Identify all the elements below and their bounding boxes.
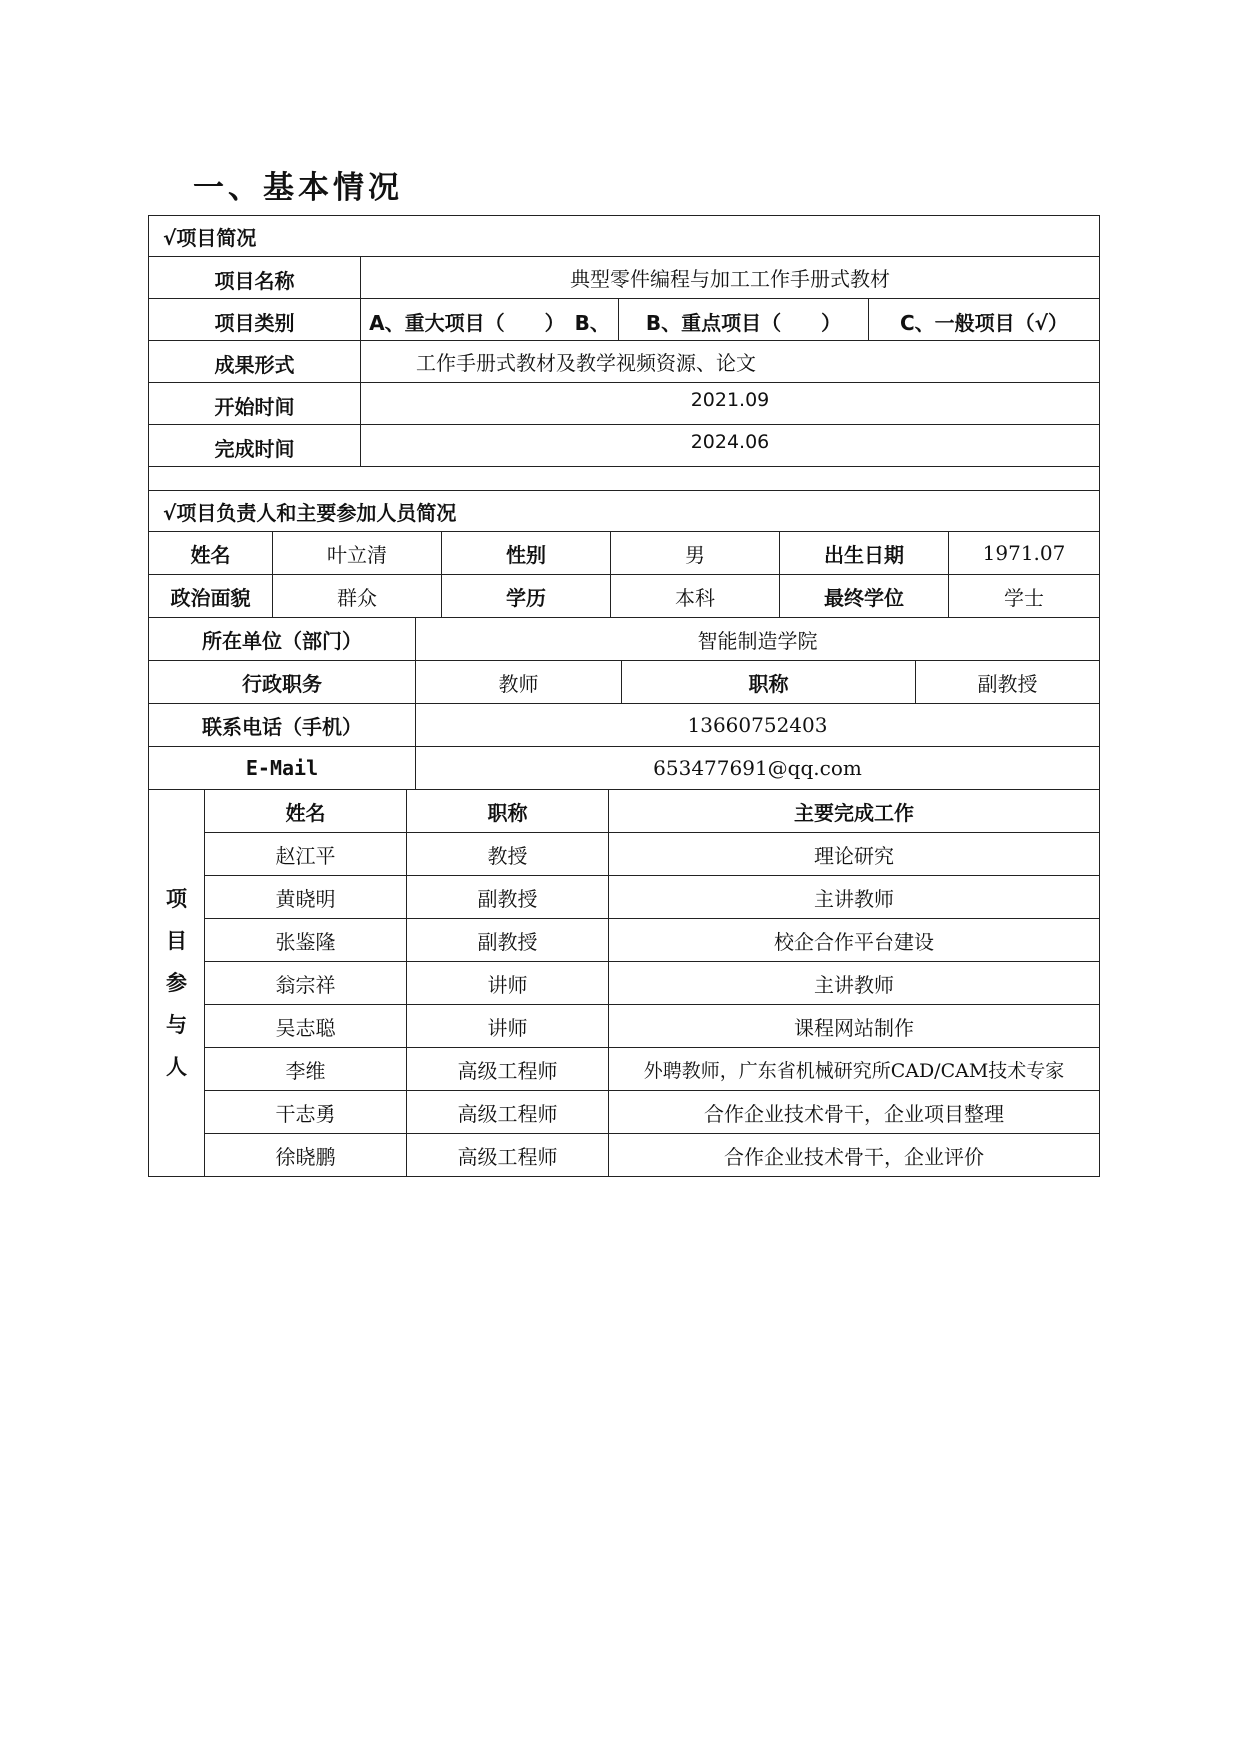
leader-admin-row [149,661,1099,704]
leader-row-1 [149,532,1099,575]
participant-title: 讲师 [407,1005,609,1047]
participant-title: 高级工程师 [407,1091,609,1133]
leader-name-label: 姓名 [149,532,273,574]
project-start-row [149,383,1099,425]
project-outcome-row [149,341,1099,383]
participant-name: 李维 [205,1048,407,1090]
participant-work: 外聘教师，广东省机械研究所CAD/CAM技术专家 [643,1059,1065,1082]
basic-info-table [148,215,1100,1177]
participant-work: 校企合作平台建设 [774,929,934,954]
side-char: 人 [166,1055,187,1079]
leader-email-row [149,747,1099,790]
project-section-row [149,216,1099,257]
leader-education-label: 学历 [442,575,611,617]
project-category-row [149,299,1099,341]
table-row [205,876,1099,919]
project-outcome-label: 成果形式 [149,341,361,382]
participant-name-header: 姓名 [205,790,407,832]
leader-gender-label: 性别 [442,532,611,574]
people-section-row [149,491,1099,532]
participant-name: 吴志聪 [205,1005,407,1047]
table-row [205,919,1099,962]
page-heading: 一、基本情况 [193,170,403,206]
spacer-cell [149,467,1099,490]
participant-work: 合作企业技术骨干，企业评价 [724,1144,984,1169]
leader-row-2 [149,575,1099,618]
participants-table [205,790,1099,1176]
participant-title: 讲师 [407,962,609,1004]
spacer-row [149,467,1099,491]
participant-work: 课程网站制作 [794,1015,914,1040]
leader-political-value: 群众 [273,575,442,617]
participant-work: 主讲教师 [814,972,894,997]
leader-unit-label: 所在单位（部门） [149,618,416,660]
project-name-row [149,257,1099,299]
participant-name: 黄晓明 [205,876,407,918]
leader-admin-label: 行政职务 [149,661,416,703]
category-general-option: C、一般项目（√） [899,311,1069,335]
participants-side-label [149,790,205,1176]
table-row [205,1048,1099,1091]
project-category-label: 项目类别 [149,299,361,340]
participant-name: 干志勇 [205,1091,407,1133]
participant-title-header: 职称 [407,790,609,832]
participants-block [149,790,1099,1176]
project-name-value: 典型零件编程与加工工作手册式教材 [570,267,890,291]
leader-unit-value: 智能制造学院 [697,628,818,653]
people-section-title: √项目负责人和主要参加人员简况 [163,500,457,525]
participant-work: 主讲教师 [814,886,894,911]
project-end-label: 完成时间 [149,425,361,466]
category-key-option: B、重点项目（ ） [619,299,869,340]
leader-degree-value: 学士 [1004,585,1044,610]
side-char: 目 [166,929,187,953]
leader-title-value: 副教授 [977,671,1038,696]
leader-education-value: 本科 [611,575,780,617]
participant-name: 赵江平 [205,833,407,875]
project-section-title: √项目简况 [163,225,257,250]
participant-name: 翁宗祥 [205,962,407,1004]
participant-title: 高级工程师 [407,1048,609,1090]
leader-email-value: 653477691@qq.com [653,756,862,780]
table-row [205,1134,1099,1176]
leader-phone-value: 13660752403 [687,713,828,737]
project-name-label: 项目名称 [149,257,361,298]
participant-title: 副教授 [407,876,609,918]
table-row [205,962,1099,1005]
project-outcome-value: 工作手册式教材及教学视频资源、论文 [416,351,756,375]
leader-phone-row [149,704,1099,747]
participant-name: 徐晓鹏 [205,1134,407,1176]
leader-birth-value: 1971.07 [982,541,1066,565]
table-row [205,833,1099,876]
leader-political-label: 政治面貌 [149,575,273,617]
leader-gender-value: 男 [611,532,780,574]
leader-degree-label: 最终学位 [780,575,949,617]
side-char: 参 [166,971,187,995]
participant-work-header: 主要完成工作 [794,800,914,825]
participant-title: 高级工程师 [407,1134,609,1176]
project-end-row [149,425,1099,467]
table-row [205,1005,1099,1048]
leader-birth-label: 出生日期 [780,532,949,574]
table-row [205,1091,1099,1134]
leader-admin-value: 教师 [416,661,622,703]
participant-work: 合作企业技术骨干，企业项目整理 [704,1101,1004,1126]
participants-header-row [205,790,1099,833]
leader-phone-label: 联系电话（手机） [149,704,416,746]
leader-name-value: 叶立清 [273,532,442,574]
project-end-value: 2024.06 [690,431,770,453]
leader-title-label: 职称 [622,661,916,703]
side-char: 与 [166,1013,187,1037]
participant-title: 副教授 [407,919,609,961]
leader-unit-row [149,618,1099,661]
participant-title: 教授 [407,833,609,875]
project-start-value: 2021.09 [690,389,770,411]
category-major-option: A、重大项目（ ） B、 [361,299,619,340]
project-start-label: 开始时间 [149,383,361,424]
participant-work: 理论研究 [814,843,894,868]
participant-name: 张鉴隆 [205,919,407,961]
side-char: 项 [166,887,187,911]
leader-email-label: E-Mail [149,747,416,789]
